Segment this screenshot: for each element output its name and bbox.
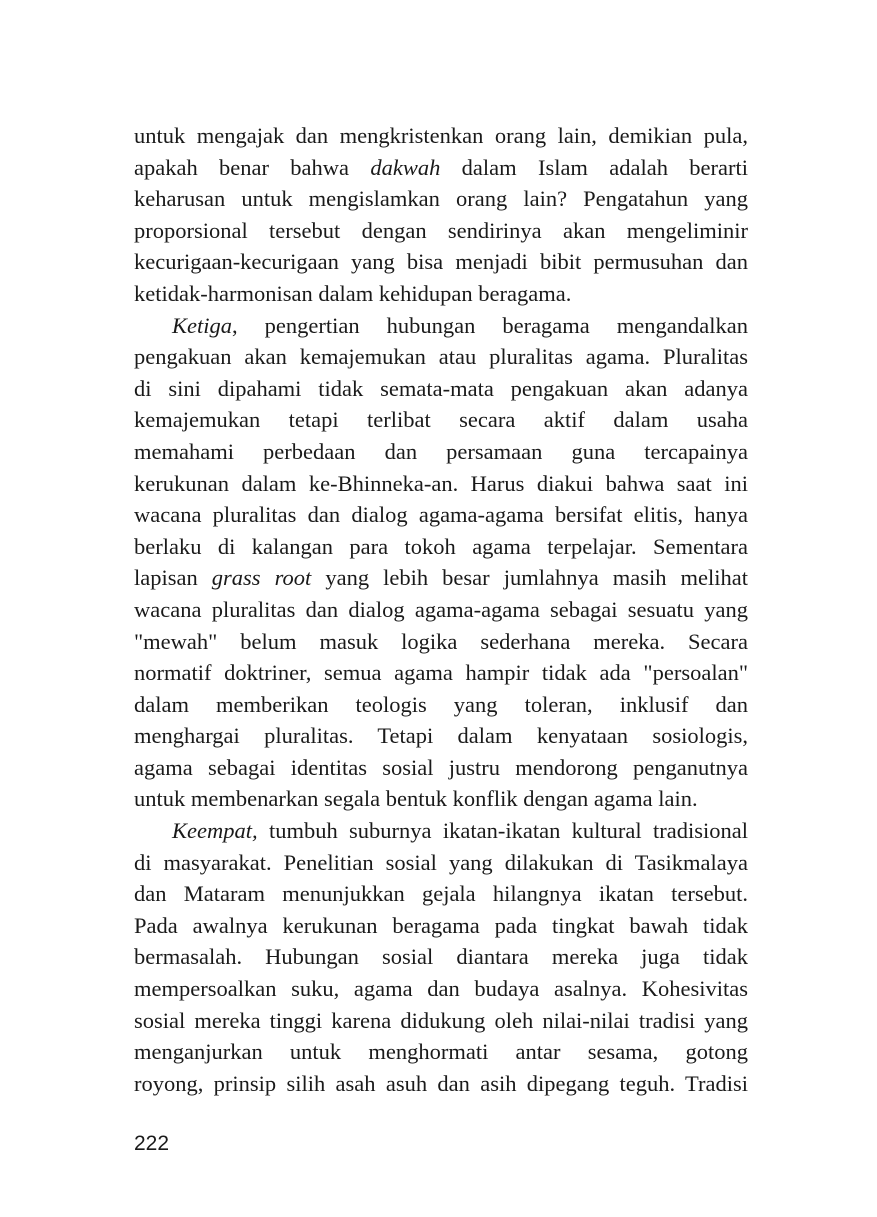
text-line <box>134 278 748 310</box>
text-segment: lapisan <box>134 565 212 591</box>
text-segment: yang lebih besar jumlahnya masih melihat <box>311 565 748 591</box>
text-line <box>134 1036 748 1068</box>
text-line <box>134 815 748 847</box>
text-line <box>134 468 748 500</box>
text-segment: untuk mengajak dan mengkristenkan orang lain, demikian pula, <box>134 123 748 148</box>
text-segment: wacana pluralitas dan dialog agama-agama sebagai sesuatu yang <box>134 596 748 622</box>
text-segment: keharusan untuk mengislamkan orang lain? Pengatahun yang <box>134 186 748 212</box>
text-segment: kemajemukan tetapi terlibat secara aktif dalam usaha <box>134 407 748 433</box>
text-line <box>134 499 748 531</box>
text-segment: Pada awalnya kerukunan beragama pada tingkat bawah tidak <box>134 912 748 938</box>
italic-term: grass root <box>211 565 312 591</box>
text-segment: dalam Islam adalah berarti <box>440 154 748 180</box>
page-number: 222 <box>134 1132 170 1155</box>
text-line <box>134 941 748 973</box>
text-line <box>134 531 748 563</box>
text-line <box>134 1005 748 1037</box>
text-line <box>134 436 748 468</box>
text-segment: ketidak-harmonisan dalam kehidupan beragama. <box>134 280 572 306</box>
text-line <box>134 215 748 247</box>
text-segment: di sini dipahami tidak semata-mata pengakuan akan adanya <box>134 375 748 401</box>
text-line <box>134 910 748 942</box>
text-line <box>134 973 748 1005</box>
text-segment: menganjurkan untuk menghormati antar sesama, gotong <box>134 1039 748 1065</box>
text-line <box>134 562 748 594</box>
text-line <box>134 152 748 184</box>
text-segment: proporsional tersebut dengan sendirinya akan mengeliminir <box>134 217 748 243</box>
text-line <box>134 878 748 910</box>
text-segment: royong, prinsip silih asah asuh dan asih dipegang teguh. Tradisi <box>134 1070 748 1096</box>
text-line <box>134 120 748 152</box>
text-line <box>134 183 748 215</box>
text-line <box>134 783 748 815</box>
text-line <box>134 404 748 436</box>
text-line <box>134 752 748 784</box>
text-line <box>134 373 748 405</box>
text-segment: wacana pluralitas dan dialog agama-agama bersifat elitis, hanya <box>134 502 748 528</box>
text-segment: sosial mereka tinggi karena didukung oleh nilai-nilai tradisi yang <box>134 1007 748 1033</box>
text-line <box>134 594 748 626</box>
text-segment: bermasalah. Hubungan sosial diantara mereka juga tidak <box>134 944 748 970</box>
text-segment: apakah benar bahwa <box>134 154 371 180</box>
text-segment: agama sebagai identitas sosial justru mendorong penganutnya <box>134 754 748 780</box>
text-segment: berlaku di kalangan para tokoh agama terpelajar. Sementara <box>134 533 748 559</box>
text-segment: normatif doktriner, semua agama hampir tidak ada "persoalan" <box>134 660 748 686</box>
italic-term: dakwah <box>370 154 441 180</box>
text-segment: kerukunan dalam ke-Bhinneka-an. Harus diakui bahwa saat ini <box>134 470 748 496</box>
text-segment: tumbuh suburnya ikatan-ikatan kultural tradisional <box>257 818 748 844</box>
text-segment: memahami perbedaan dan persamaan guna tercapainya <box>134 438 748 464</box>
text-segment: pengakuan akan kemajemukan atau pluralitas agama. Pluralitas <box>134 344 748 370</box>
text-line <box>134 847 748 879</box>
text-line <box>134 1068 748 1100</box>
text-segment: dan Mataram menunjukkan gejala hilangnya ikatan tersebut. <box>134 881 748 907</box>
text-segment: kecurigaan-kecurigaan yang bisa menjadi bibit permusuhan dan <box>134 249 748 275</box>
text-line <box>134 310 748 342</box>
text-segment: mempersoalkan suku, agama dan budaya asalnya. Kohesivitas <box>134 976 748 1002</box>
body-text <box>134 120 748 1099</box>
text-line <box>134 689 748 721</box>
italic-term: Keempat, <box>172 818 258 844</box>
text-segment: menghargai pluralitas. Tetapi dalam kenyataan sosiologis, <box>134 723 748 749</box>
text-line <box>134 341 748 373</box>
text-segment: , pengertian hubungan beragama mengandalkan <box>232 312 748 338</box>
text-segment: dalam memberikan teologis yang toleran, inklusif dan <box>134 691 748 717</box>
text-line <box>134 626 748 658</box>
text-segment: untuk membenarkan segala bentuk konflik dengan agama lain. <box>134 786 698 812</box>
text-segment: di masyarakat. Penelitian sosial yang dilakukan di Tasikmalaya <box>134 849 748 875</box>
italic-term: Ketiga <box>172 312 232 338</box>
text-line <box>134 720 748 752</box>
text-line <box>134 657 748 689</box>
text-segment: "mewah" belum masuk logika sederhana mereka. Secara <box>134 628 748 654</box>
text-line <box>134 246 748 278</box>
